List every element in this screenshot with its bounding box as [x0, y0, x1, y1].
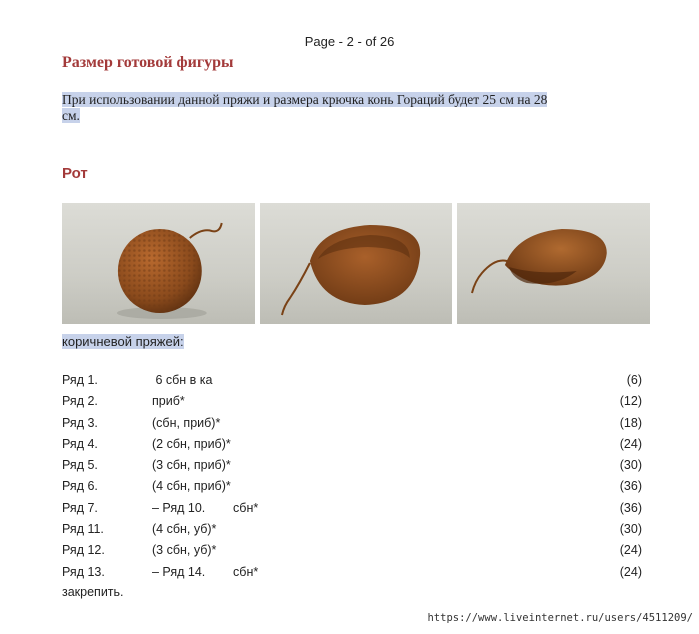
row-label: Ряд 2. [62, 394, 98, 409]
pattern-row [62, 416, 642, 437]
row-label: Ряд 5. [62, 458, 98, 473]
yarn-color-label [62, 334, 184, 349]
pattern-row [62, 501, 642, 522]
row-label: Ряд 3. [62, 415, 98, 430]
row-label: Ряд 13. [62, 564, 105, 579]
pattern-row [62, 394, 642, 415]
row-stitch-count: (36) [619, 479, 642, 494]
row-instruction: (3 сбн, приб)* [152, 458, 231, 473]
row-label: Ряд 1. [62, 373, 98, 387]
row-label: Ряд 4. [62, 436, 98, 451]
pattern-row [62, 543, 642, 564]
row-label: Ряд 7. [62, 500, 98, 515]
row-label: Ряд 12. [62, 543, 105, 558]
row-instruction: – Ряд 14. сбн* [152, 564, 259, 579]
row-stitch-count: (30) [619, 458, 642, 473]
pattern-row [62, 479, 642, 500]
row-instruction: (2 сбн, приб)* [152, 436, 231, 451]
row-label: Ряд 11. [62, 522, 104, 537]
row-stitch-count: (6) [626, 373, 642, 387]
row-instruction: (4 сбн, приб)* [152, 479, 231, 494]
fasten-off-text: закрепить. [62, 585, 124, 599]
yarn-color-text: коричневой пряжей: [62, 334, 184, 349]
row-label: Ряд 6. [62, 479, 98, 494]
intro-paragraph [62, 92, 642, 124]
row-instruction: приб* [152, 394, 185, 409]
row-stitch-count: (12) [619, 394, 642, 409]
row-instruction: – Ряд 10. сбн* [152, 500, 259, 515]
pattern-row [62, 373, 642, 394]
intro-line-1: При использовании данной пряжи и размера крючка конь Гораций будет 25 см на 28 [62, 92, 548, 107]
row-instruction: (3 сбн, уб)* [152, 543, 217, 558]
mouth-heading: Рот [62, 165, 88, 182]
row-stitch-count: (30) [619, 522, 642, 537]
pattern-row [62, 565, 642, 586]
row-stitch-count: (24) [619, 564, 642, 579]
row-stitch-count: (18) [619, 415, 642, 430]
pattern-rows [62, 373, 642, 586]
crochet-folded-photo [457, 203, 650, 324]
row-stitch-count: (24) [619, 436, 642, 451]
source-url[interactable]: https://www.liveinternet.ru/users/4511209/ [427, 612, 693, 624]
crochet-ball-photo [62, 203, 255, 324]
row-stitch-count: (24) [619, 543, 642, 558]
section-title: Размер готовой фигуры [62, 54, 234, 71]
photo-strip [62, 203, 650, 324]
pattern-row [62, 522, 642, 543]
intro-line-2: см. [62, 108, 80, 123]
crochet-cup-photo [260, 203, 453, 324]
row-instruction: (4 сбн, уб)* [152, 522, 217, 537]
pattern-row [62, 458, 642, 479]
row-stitch-count: (36) [619, 500, 642, 515]
row-instruction: (сбн, приб)* [152, 415, 221, 430]
pattern-row [62, 437, 642, 458]
page-number: Page - 2 - of 26 [304, 34, 395, 49]
row-instruction: 6 сбн в ка [152, 373, 213, 387]
